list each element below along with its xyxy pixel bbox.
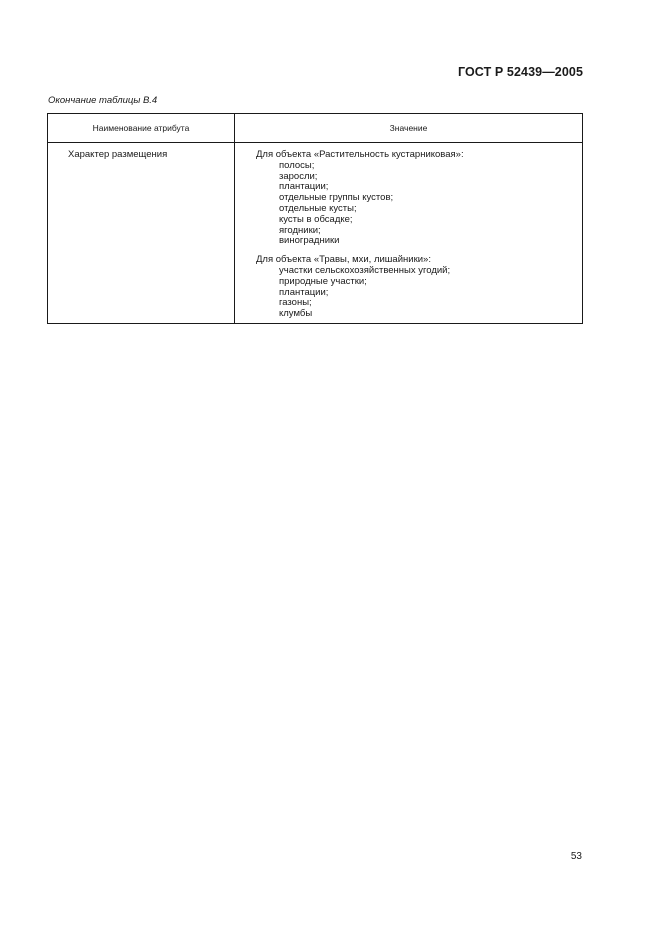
list-item: полосы;: [279, 159, 315, 171]
list-item: участки сельскохозяйственных угодий;: [279, 264, 451, 276]
list-item: заросли;: [279, 170, 318, 182]
list-item: клумбы: [279, 308, 313, 320]
list-item: кусты в обсадке;: [279, 213, 353, 225]
value-group-list: [256, 161, 582, 247]
table-header-row: [48, 114, 583, 143]
value-group-grasses-mosses-lichens: [256, 255, 582, 320]
table-row: [48, 143, 583, 324]
attribute-value-cell: [235, 143, 583, 324]
page-number: 53: [570, 851, 582, 862]
document-standard-number: ГОСТ Р 52439—2005: [457, 65, 583, 79]
attribute-table: [47, 113, 583, 324]
attribute-name-cell: Характер размещения: [48, 143, 235, 324]
value-group-title: Для объекта «Травы, мхи, лишайники»:: [256, 254, 431, 266]
list-item: газоны;: [279, 297, 312, 309]
column-header-value: Значение: [235, 114, 583, 143]
list-item: плантации;: [279, 181, 329, 193]
list-item: отдельные группы кустов;: [279, 192, 394, 204]
list-item: природные участки;: [279, 275, 367, 287]
list-item: ягодники;: [279, 224, 321, 236]
list-item: виноградники: [279, 235, 340, 247]
list-item: отдельные кусты;: [279, 202, 357, 214]
list-item: плантации;: [279, 286, 329, 298]
value-group-list: [256, 266, 582, 320]
value-group-shrub-vegetation: [256, 150, 582, 247]
table-caption: Окончание таблицы В.4: [48, 95, 158, 106]
column-header-attribute-name: Наименование атрибута: [48, 114, 235, 143]
value-group-title: Для объекта «Растительность кустарниковая»:: [256, 149, 464, 160]
